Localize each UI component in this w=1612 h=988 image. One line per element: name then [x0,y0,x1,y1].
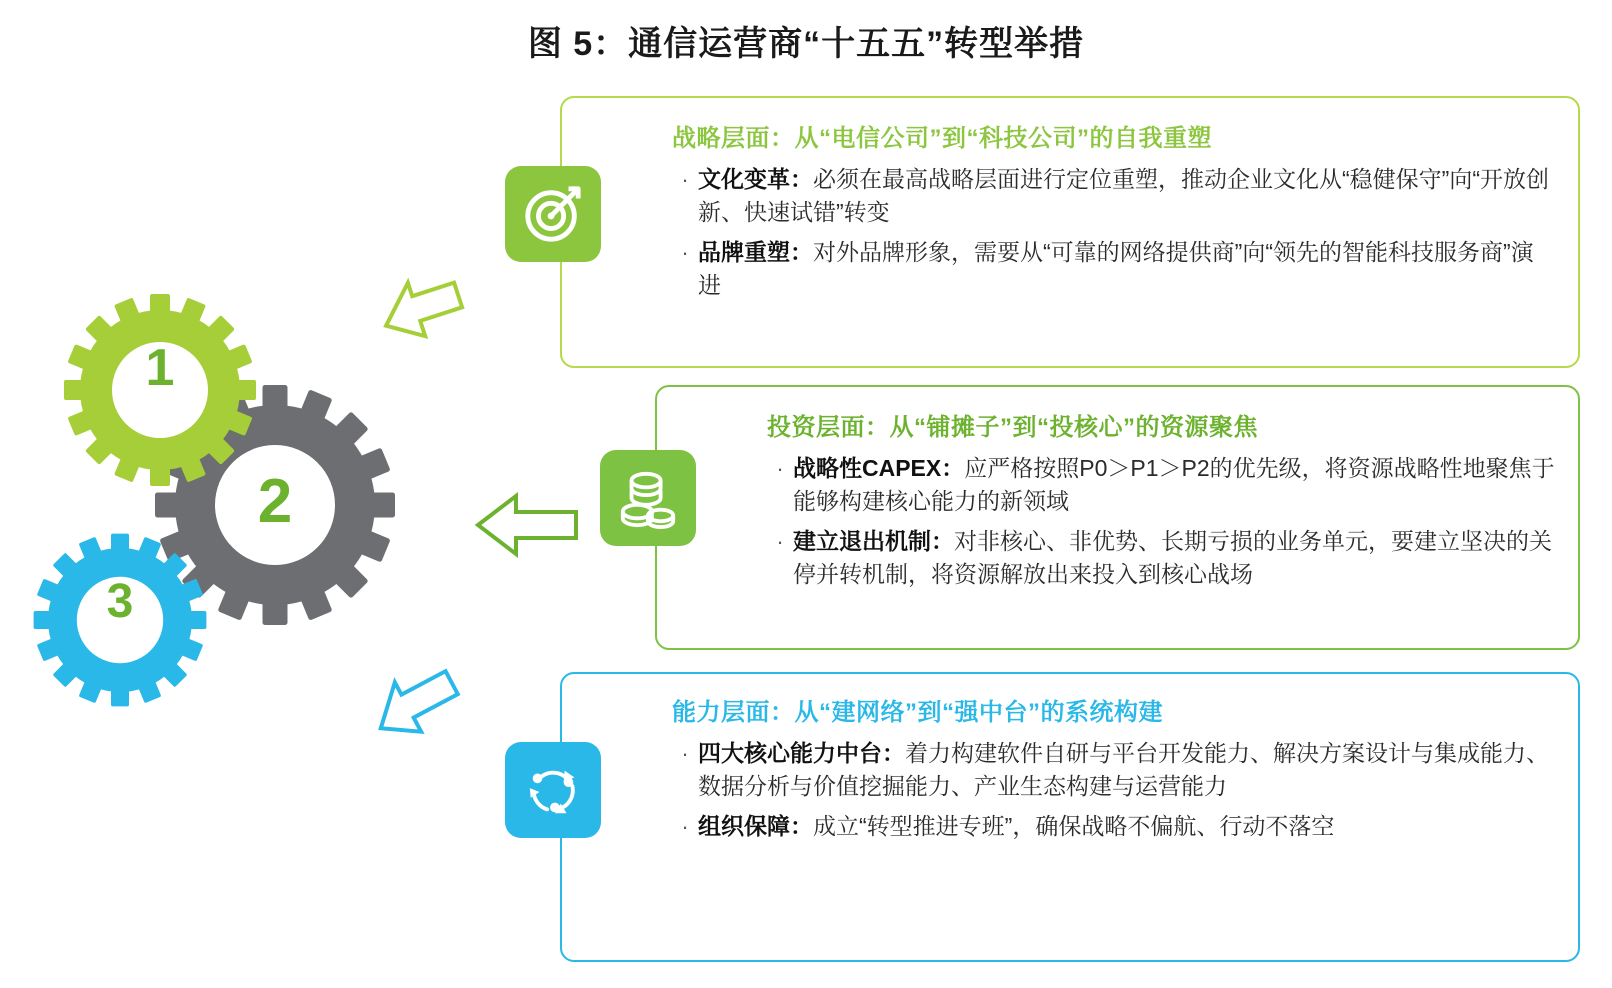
list-item [672,810,1556,843]
bullet-label: 文化变革： [698,166,813,192]
gear-3-number: 3 [106,575,134,628]
bullet-dot-icon: · [776,529,784,555]
bullet-dot-icon: · [681,167,689,192]
bullet-text: 对非核心、非优势、长期亏损的业务单元，要建立坚决的关停并转机制，将资源解放出来投入到核心战场 [793,528,1552,587]
recycle-nodes-icon [505,742,601,838]
panel-capability-bullets [672,737,1556,843]
bullet-dot-icon: · [681,240,689,266]
list-item [672,163,1556,228]
bullet-label: 战略性CAPEX： [793,455,965,481]
panel-investment-heading: 投资层面：从“铺摊子”到“投核心”的资源聚焦 [767,414,1258,441]
coins-icon [600,450,696,546]
list-item [672,737,1556,802]
panel-strategy-bullets [672,163,1556,302]
gear-3 [30,530,210,710]
list-item [767,525,1556,590]
bullet-text: 必须在最高战略层面进行定位重塑，推动企业文化从“稳健保守”向“开放创新、快速试错”转变 [698,166,1549,225]
list-item [672,236,1556,301]
bullet-text: 着力构建软件自研与平台开发能力、解决方案设计与集成能力、数据分析与价值挖掘能力、产业生态构建与运营能力 [698,740,1549,799]
arrow-to-investment-icon [472,490,582,565]
bullet-text: 应严格按照P0＞P1＞P2的优先级，将资源战略性地聚焦于能够构建核心能力的新领域 [793,455,1555,514]
target-icon [505,166,601,262]
gear-1 [60,290,260,490]
list-item [767,452,1556,517]
panel-capability-heading: 能力层面：从“建网络”到“强中台”的系统构建 [672,699,1163,726]
bullet-label: 建立退出机制： [793,528,954,555]
bullet-label: 组织保障： [698,813,813,840]
arrow-to-strategy-icon [376,270,466,350]
bullet-dot-icon: · [776,456,784,481]
panel-strategy [560,96,1580,368]
bullet-text: 成立“转型推进专班”，确保战略不偏航、行动不落空 [813,813,1335,840]
panel-investment [655,385,1580,650]
gear-2-number: 2 [257,467,293,536]
panel-strategy-heading: 战略层面：从“电信公司”到“科技公司”的自我重塑 [672,125,1212,152]
bullet-label: 四大核心能力中台： [698,740,905,766]
panel-capability [560,672,1580,962]
panel-investment-bullets [767,452,1556,591]
bullet-dot-icon: · [681,814,689,840]
page-title: 图 5：通信运营商“十五五”转型举措 [527,25,1085,63]
bullet-label: 品牌重塑： [698,239,813,266]
gear-1-number: 1 [145,339,175,397]
arrow-to-capability-icon [368,665,468,760]
bullet-dot-icon: · [681,741,689,766]
bullet-text: 对外品牌形象，需要从“可靠的网络提供商”向“领先的智能科技服务商”演进 [698,239,1534,298]
